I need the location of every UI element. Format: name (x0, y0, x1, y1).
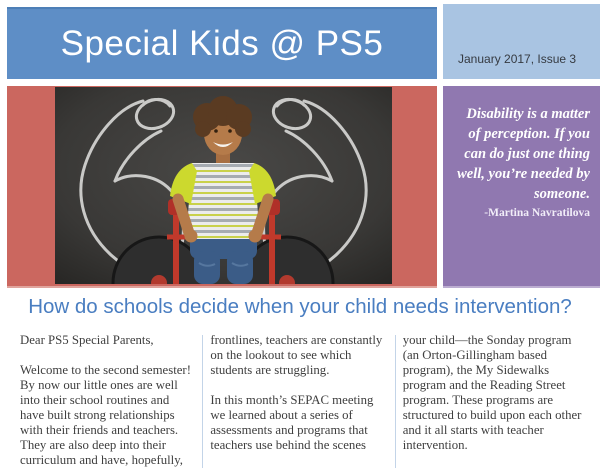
paragraph: Welcome to the second semester! By now our little ones are well into their school routines and have built strong relationships with their friends and teachers. They are also deep into their curriculum and have, hopefully, (20, 363, 191, 467)
paragraph: Dear PS5 Special Parents, (20, 333, 154, 347)
photo-band (7, 86, 437, 288)
newsletter-title: Special Kids @ PS5 (60, 24, 384, 63)
quote-text: Disability is a matter of perception. If you can do just one thing well, you’re needed by someone. (457, 106, 590, 202)
article-headline: How do schools decide when your child needs intervention? (28, 295, 572, 318)
hero-photo (55, 87, 392, 284)
paragraph: In this month’s SEPAC meeting we learned about a series of assessments and programs that teachers use behind the scenes (210, 393, 374, 452)
quote-box (443, 86, 600, 288)
quote-attribution: -Martina Navratilova (484, 207, 590, 219)
article-column-1 (20, 333, 195, 468)
column-divider (395, 335, 396, 468)
article-column-3 (403, 333, 584, 468)
paragraph: frontlines, teachers are constantly on the lookout to see which students are struggling. (210, 333, 383, 377)
issue-date: January 2017, Issue 3 (458, 52, 577, 66)
column-divider (202, 335, 203, 468)
paragraph: your child—the Sonday program (an Orton-Gillingham based program), the My Sidewalks program and the Reading Street program. These programs are structured to build upon each other and it all starts with teacher intervention. (402, 333, 582, 452)
issue-box (443, 4, 600, 79)
article-column-2 (210, 333, 387, 468)
article-columns (20, 333, 584, 468)
newsletter-title-box (7, 7, 437, 79)
